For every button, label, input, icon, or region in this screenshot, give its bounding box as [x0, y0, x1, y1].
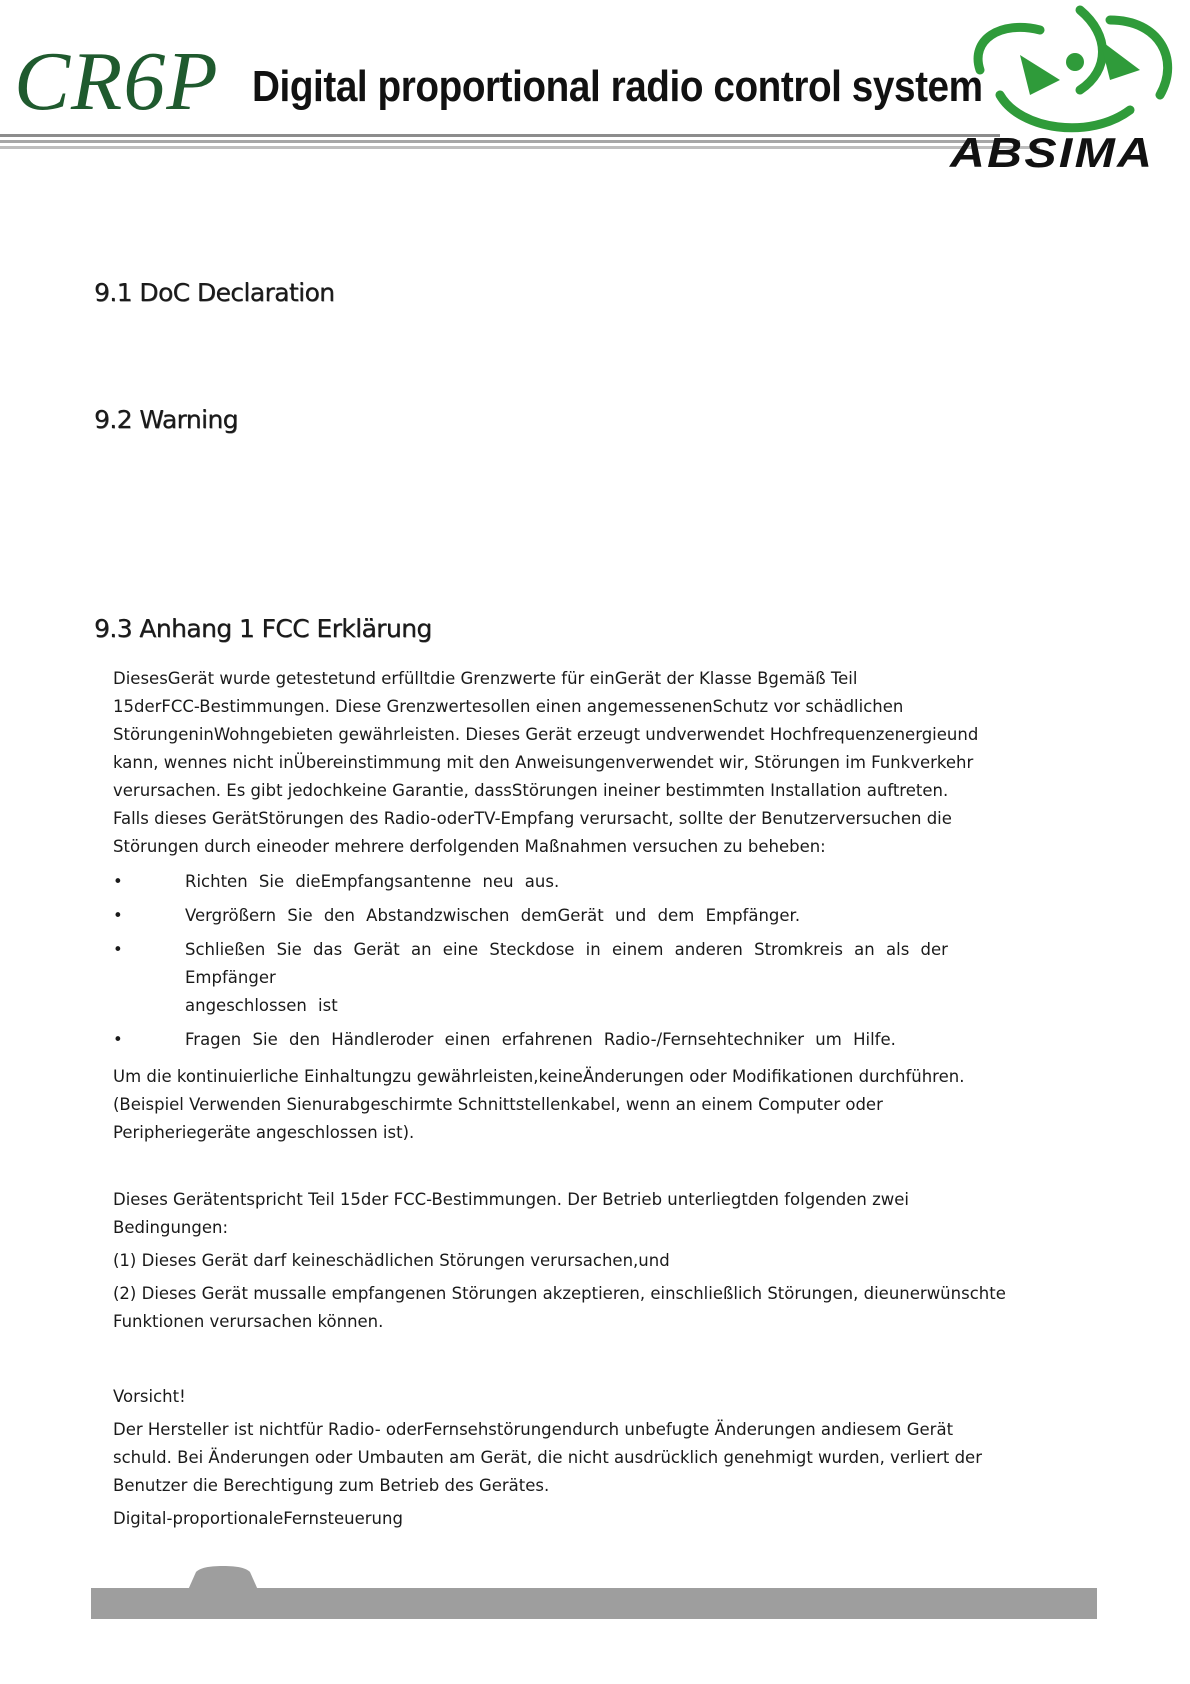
bullet-icon: • [113, 940, 123, 959]
section-heading-warning: 9.2 Warning [94, 405, 238, 434]
section-heading-fcc: 9.3 Anhang 1 FCC Erklärung [94, 614, 432, 643]
footer-tab-shape [188, 1566, 258, 1590]
list-item-text: Richten Sie dieEmpfangsantenne neu aus. [185, 872, 560, 891]
page-header [0, 0, 1190, 175]
list-item-text: Fragen Sie den Händleroder einen erfahrenen Radio-/Fernsehtechniker um Hilfe. [185, 1030, 896, 1049]
part15-paragraph [113, 1186, 1013, 1336]
absima-wordmark: ABSIMA [950, 129, 1155, 176]
list-item [113, 936, 1033, 992]
condition-1: (1) Dieses Gerät darf keineschädlichen Störungen verursachen,und [113, 1251, 670, 1270]
list-item [113, 1026, 1033, 1054]
text-line: kann, wennes nicht inÜbereinstimmung mit den Anweisungenverwendet wir, Störungen im Funkverkehr [113, 753, 974, 772]
caution-paragraph [113, 1383, 1013, 1533]
text-line: (Beispiel Verwenden Sienurabgeschirmte Schnittstellenkabel, wenn an einem Computer oder [113, 1095, 883, 1114]
list-item-text: Vergrößern Sie den Abstandzwischen demGerät und dem Empfänger. [185, 906, 801, 925]
text-line: Bedingungen: [113, 1218, 229, 1237]
text-line: 15derFCC-Bestimmungen. Diese Grenzwertesollen einen angemessenenSchutz vor schädlichen [113, 697, 904, 716]
bullet-icon: • [113, 1030, 123, 1049]
section-heading-doc: 9.1 DoC Declaration [94, 278, 335, 307]
text-line: Peripheriegeräte angeschlossen ist). [113, 1123, 415, 1142]
text-line: Um die kontinuierliche Einhaltungzu gewährleisten,keineÄnderungen oder Modifikationen durchführen. [113, 1067, 965, 1086]
text-line: Dieses Gerätentspricht Teil 15der FCC-Bestimmungen. Der Betrieb unterliegtden folgenden zwei [113, 1190, 909, 1209]
text-line: Funktionen verursachen können. [113, 1312, 384, 1331]
text-line: verursachen. Es gibt jedochkeine Garantie, dassStörungen ineiner bestimmten Installation auftreten. [113, 781, 949, 800]
header-title: Digital proportional radio control system [252, 62, 983, 111]
header-rule [0, 140, 1020, 143]
bullet-icon: • [113, 906, 123, 925]
text-line: schuld. Bei Änderungen oder Umbauten am Gerät, die nicht ausdrücklich genehmigt wurden, verliert der [113, 1448, 982, 1467]
cr6p-logo: CR6P [14, 35, 219, 128]
list-item-text: Schließen Sie das Gerät an eine Steckdose in einem anderen Stromkreis an als der Empfänger [185, 940, 948, 987]
compliance-paragraph [113, 1063, 1013, 1147]
header-rule [0, 146, 1040, 149]
absima-emblem-icon [960, 0, 1190, 150]
footer-bar [91, 1588, 1097, 1619]
text-line: Der Hersteller ist nichtfür Radio- oderFernsehstörungendurch unbefugte Änderungen andiesem Gerät [113, 1420, 954, 1439]
bullet-icon: • [113, 872, 123, 891]
caution-title: Vorsicht! [113, 1387, 186, 1406]
condition-2: (2) Dieses Gerät mussalle empfangenen Störungen akzeptieren, einschließlich Störungen, dieunerwünschte [113, 1284, 1006, 1303]
text-line: Störungen durch eineoder mehrere derfolgenden Maßnahmen versuchen zu beheben: [113, 837, 826, 856]
text-line: DiesesGerät wurde getestetund erfülltdie Grenzwerte für einGerät der Klasse Bgemäß Teil [113, 669, 858, 688]
intro-paragraph [113, 665, 1013, 861]
list-item-text: angeschlossen ist [185, 996, 338, 1015]
text-line: StörungeninWohngebieten gewährleisten. Dieses Gerät erzeugt undverwendet Hochfrequenzenergieund [113, 725, 979, 744]
text-line: Benutzer die Berechtigung zum Betrieb des Gerätes. [113, 1476, 550, 1495]
list-item [113, 902, 1033, 930]
header-rule [0, 134, 1000, 137]
list-item [113, 868, 1033, 896]
measures-list [113, 868, 1033, 1054]
text-line: Falls dieses GerätStörungen des Radio-oderTV-Empfang verursacht, sollte der Benutzerversuchen die [113, 809, 952, 828]
list-item-continuation [113, 992, 1033, 1020]
product-line: Digital-proportionaleFernsteuerung [113, 1509, 403, 1528]
